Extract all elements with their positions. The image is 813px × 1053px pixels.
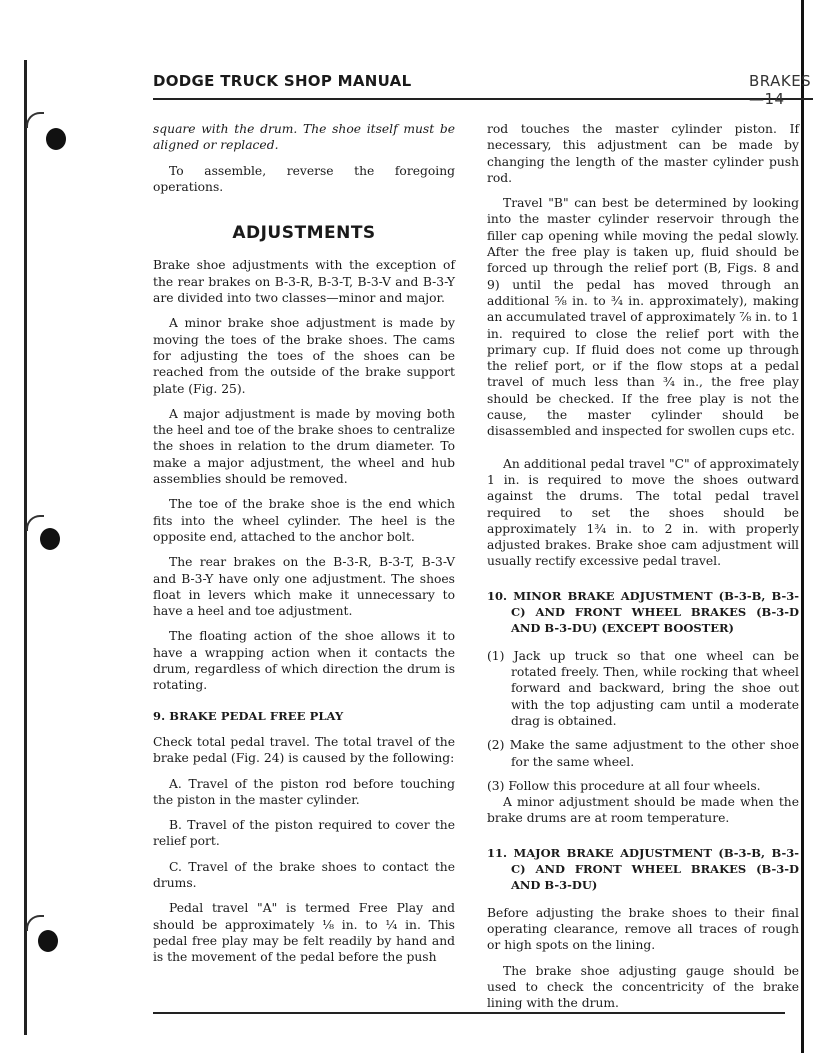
binder-hook <box>26 112 44 128</box>
subheading: 11. MAJOR BRAKE ADJUSTMENT (B-3-B, B-3-C) AND FRONT WHEEL BRAKES (B-3-D AND B-3-DU) <box>487 845 799 892</box>
paragraph: The toe of the brake shoe is the end which fits into the wheel cylinder. The heel is the opposite end, attached to the anchor bolt. <box>153 497 455 544</box>
subheading: 10. MINOR BRAKE ADJUSTMENT (B-3-B, B-3-C) AND FRONT WHEEL BRAKES (B-3-D AND B-3-DU) (EXCEPT BOOSTER) <box>487 588 799 635</box>
subheading: 9. BRAKE PEDAL FREE PLAY <box>153 708 344 723</box>
binder-edge-line <box>24 60 27 1035</box>
paragraph: A. Travel of the piston rod before touching the piston in the master cylinder. <box>153 776 455 807</box>
paragraph: Travel "B" can best be determined by looking into the master cylinder reservoir through the filler cap opening while moving the pedal slowly. After the free play is taken up, fluid should be forced up through the relief port (B, Figs. 8 and 9) until the pedal has moved through an additional ⅝ in. to ¾ in. approximately), making an accumulated travel of approximately ⅞ in. to 1 in. required to close the relief port with the primary cup. If fluid does not come up through the relief port, or if the flow stops at a pedal travel of much less than ¾ in., the free play should be checked. If the free play is not the cause, the master cylinder should be disassembled and inspected for swollen cups etc. <box>487 196 799 439</box>
paragraph: square with the drum. The shoe itself must be aligned or replaced. <box>153 122 455 153</box>
right-column <box>487 121 801 1011</box>
paragraph: The floating action of the shoe allows it to have a wrapping action when it contacts the drum, regardless of which direction the drum is rotating. <box>153 629 455 693</box>
paragraph: A minor brake shoe adjustment is made by moving the toes of the brake shoes. The cams for adjusting the toes of the shoes can be reached from the outside of the brake support plate (Fig. 25). <box>153 316 455 396</box>
punch-hole <box>46 128 66 150</box>
paragraph: rod touches the master cylinder piston. If necessary, this adjustment can be made by changing the length of the master cylinder push rod. <box>487 122 799 185</box>
binder-hook <box>26 515 44 531</box>
list-item: (1) Jack up truck so that one wheel can be rotated freely. Then, while rocking that wheel forward and backward, bring the shoe out with the top adjusting cam until a moderate drag is obtained. <box>487 648 799 728</box>
paragraph: The brake shoe adjusting gauge should be used to check the concentricity of the brake lining with the drum. <box>487 963 799 1011</box>
manual-title: DODGE TRUCK SHOP MANUAL <box>153 72 412 90</box>
paragraph: A minor adjustment should be made when the brake drums are at room temperature. <box>487 795 799 826</box>
paragraph: Pedal travel "A" is termed Free Play and should be approximately ⅛ in. to ¼ in. This pedal free play may be felt readily by hand and is the movement of the pedal before the push <box>153 901 455 965</box>
section-heading: ADJUSTMENTS <box>232 223 376 244</box>
page-header <box>153 70 813 108</box>
paragraph: Brake shoe adjustments with the exception of the rear brakes on B-3-R, B-3-T, B-3-V and B-3-Y are divided into two classes—minor and major. <box>153 258 455 306</box>
list-item: (3) Follow this procedure at all four wheels. <box>487 778 761 793</box>
punch-hole <box>40 528 60 550</box>
footer-rule <box>153 1012 785 1014</box>
paragraph: C. Travel of the brake shoes to contact the drums. <box>153 859 455 890</box>
punch-hole <box>38 930 58 952</box>
paragraph: B. Travel of the piston required to cover the relief port. <box>153 818 455 849</box>
list-item: (2) Make the same adjustment to the other shoe for the same wheel. <box>487 738 799 769</box>
paragraph: Before adjusting the brake shoes to their final operating clearance, remove all traces of rough or high spots on the lining. <box>487 905 799 953</box>
paragraph: An additional pedal travel "C" of approximately 1 in. is required to move the shoes outward against the drums. The total pedal travel required to set the shoes should be approximately 1¾ in. to 2 in. with properly adjusted brakes. Brake shoe cam adjustment will usually rectify excessive pedal travel. <box>487 456 799 569</box>
paragraph: To assemble, reverse the foregoing operations. <box>153 163 455 194</box>
left-column <box>153 121 455 974</box>
binder-hook <box>26 915 44 931</box>
section-page-label: BRAKES—14 <box>749 72 812 108</box>
paragraph: A major adjustment is made by moving both the heel and toe of the brake shoes to centralize the shoes in relation to the drum diameter. To make a major adjustment, the wheel and hub assemblies should be removed. <box>153 406 455 487</box>
scan-edge <box>801 0 804 1053</box>
paragraph: The rear brakes on the B-3-R, B-3-T, B-3-V and B-3-Y have only one adjustment. The shoes float in levers which make it unnecessary to have a heel and toe adjustment. <box>153 555 455 619</box>
paragraph: Check total pedal travel. The total travel of the brake pedal (Fig. 24) is caused by the following: <box>153 734 455 766</box>
